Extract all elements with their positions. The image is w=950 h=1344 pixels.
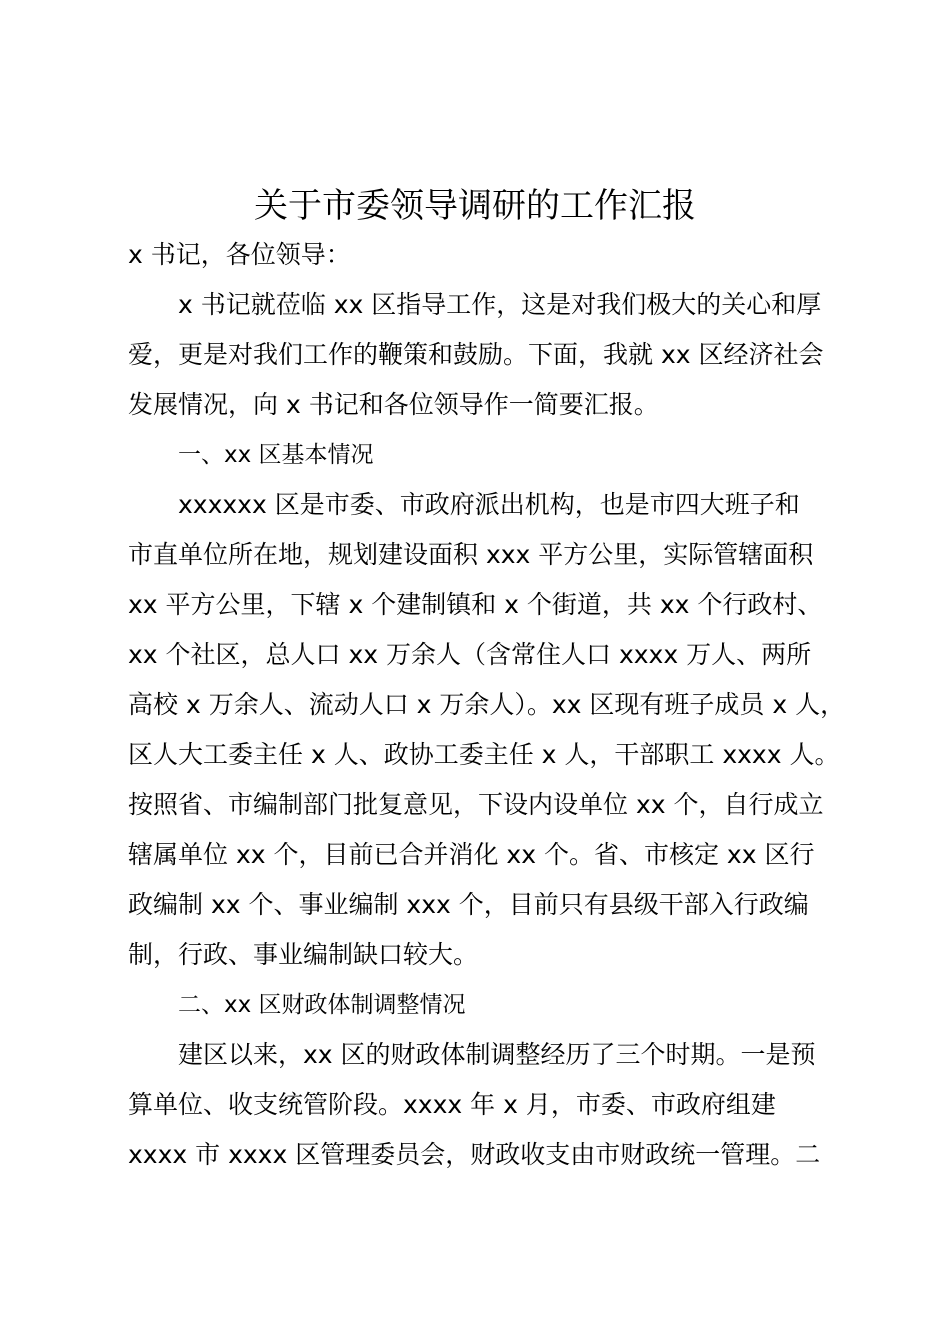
salutation: x 书记，各位领导： (128, 240, 351, 269)
paragraph-line: 政编制 xx 个、事业编制 xxx 个，目前只有县级干部入行政编 (128, 890, 809, 919)
paragraph-line: 按照省、市编制部门批复意见，下设内设单位 xx 个，自行成立 (128, 790, 824, 819)
paragraph-line: 建区以来，xx 区的财政体制调整经历了三个时期。一是预 (178, 1040, 816, 1069)
section-heading: 一、xx 区基本情况 (178, 442, 374, 468)
paragraph-line: xxxx 市 xxxx 区管理委员会，财政收支由市财政统一管理。二 (128, 1140, 821, 1169)
paragraph-line: 辖属单位 xx 个，目前已合并消化 xx 个。省、市核定 xx 区行 (128, 840, 815, 869)
section-heading: 二、xx 区财政体制调整情况 (178, 992, 466, 1018)
paragraph-line: x 书记就莅临 xx 区指导工作，这是对我们极大的关心和厚 (178, 290, 822, 319)
paragraph-line: xx 个社区，总人口 xx 万余人（含常住人口 xxxx 万人、两所 (128, 640, 812, 669)
paragraph-line: 发展情况，向 x 书记和各位领导作一简要汇报。 (128, 390, 659, 419)
document-title: 关于市委领导调研的工作汇报 (254, 186, 696, 226)
paragraph-line: xx 平方公里，下辖 x 个建制镇和 x 个街道，共 xx 个行政村、 (128, 590, 823, 619)
paragraph-line: 高校 x 万余人、流动人口 x 万余人）。xx 区现有班子成员 x 人， (128, 690, 846, 719)
paragraph-line: xxxxxx 区是市委、市政府派出机构，也是市四大班子和 (178, 490, 800, 519)
paragraph-line: 爱，更是对我们工作的鞭策和鼓励。下面，我就 xx 区经济社会 (128, 340, 824, 369)
paragraph-line: 算单位、收支统管阶段。xxxx 年 x 月，市委、市政府组建 (128, 1090, 776, 1119)
paragraph-line: 制，行政、事业编制缺口较大。 (128, 940, 479, 969)
paragraph-line: 区人大工委主任 x 人、政协工委主任 x 人，干部职工 xxxx 人。 (128, 740, 840, 769)
paragraph-line: 市直单位所在地，规划建设面积 xxx 平方公里，实际管辖面积 (128, 540, 814, 569)
